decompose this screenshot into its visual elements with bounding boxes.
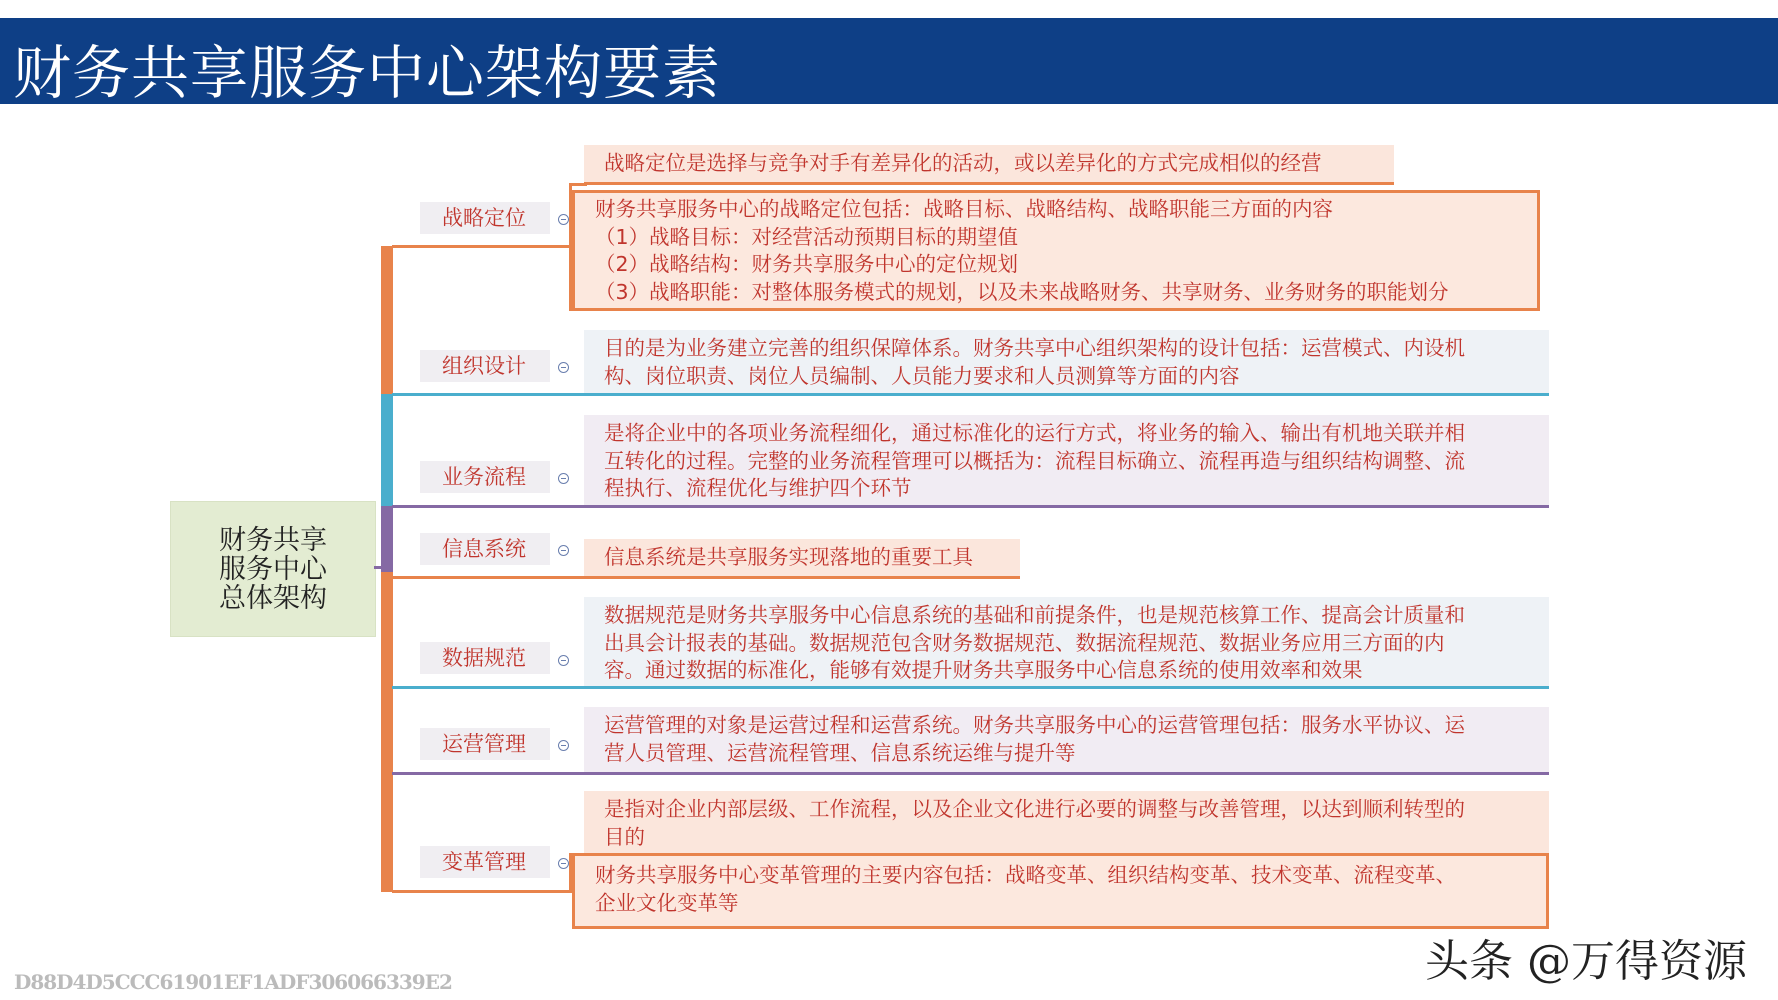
trunk-segment-process <box>381 394 393 506</box>
leaf-strategy-contents: 财务共享服务中心的战略定位包括：战略目标、战略结构、战略职能三方面的内容 （1）战略目标：对经营活动预期目标的期望值 （2）战略结构：财务共享服务中心的定位规划 （3）战略职能：对整体服务模式的规划，以及未来战略财务、共享财务、业务财务的职能划分 <box>572 190 1540 311</box>
collapse-toggle-icon[interactable] <box>558 545 569 556</box>
leaf-org-design: 目的是为业务建立完善的组织保障体系。财务共享中心组织架构的设计包括：运营模式、内设机 构、岗位职责、岗位人员编制、人员能力要求和人员测算等方面的内容 <box>584 330 1549 396</box>
collapse-toggle-icon[interactable] <box>558 362 569 373</box>
leaf-business-process: 是将企业中的各项业务流程细化，通过标准化的运行方式，将业务的输入、输出有机地关联并相 互转化的过程。完整的业务流程管理可以概括为：流程目标确立、流程再造与组织结构调整、流 程执行、流程优化与维护四个环节 <box>584 415 1549 508</box>
leaf-change-contents: 财务共享服务中心变革管理的主要内容包括：战略变革、组织结构变革、技术变革、流程变革、 企业文化变革等 <box>572 853 1549 929</box>
watermark: 头条 @万得资源 <box>1425 936 1747 987</box>
branch-org[interactable] <box>420 350 550 382</box>
collapse-toggle-icon[interactable] <box>558 858 569 869</box>
branch-label: 组织设计 <box>442 354 526 378</box>
branch-strategy[interactable] <box>420 202 550 234</box>
branch-label: 变革管理 <box>442 850 526 874</box>
branch-line-strategy <box>392 245 572 248</box>
leaf-info-system: 信息系统是共享服务实现落地的重要工具 <box>584 539 1020 579</box>
trunk-segment-info <box>381 506 393 572</box>
title-banner <box>0 18 1778 107</box>
leaf-operations: 运营管理的对象是运营过程和运营系统。财务共享服务中心的运营管理包括：服务水平协议、运 营人员管理、运营流程管理、信息系统运维与提升等 <box>584 707 1549 775</box>
leaf-change-definition: 是指对企业内部层级、工作流程，以及企业文化进行必要的调整与改善管理，以达到顺利转型的 目的 <box>584 791 1549 858</box>
collapse-toggle-icon[interactable] <box>558 473 569 484</box>
branch-process[interactable] <box>420 461 550 493</box>
branch-label: 运营管理 <box>442 732 526 756</box>
leaf-data-standards: 数据规范是财务共享服务中心信息系统的基础和前提条件，也是规范核算工作、提高会计质量和 出具会计报表的基础。数据规范包含财务数据规范、数据流程规范、数据业务应用三方面的内 容。通过数据的标准化，能够有效提升财务共享服务中心信息系统的使用效率和效果 <box>584 597 1549 689</box>
collapse-toggle-icon[interactable] <box>558 740 569 751</box>
document-hash: D88D4D5CCC61901EF1ADF306066339E2 <box>14 970 452 994</box>
branch-info[interactable] <box>420 533 550 565</box>
root-label: 财务共享 服务中心 总体架构 <box>219 524 327 614</box>
branch-label: 业务流程 <box>442 465 526 489</box>
branch-line-change <box>392 890 572 893</box>
trunk-segment-strategy <box>381 246 393 394</box>
collapse-toggle-icon[interactable] <box>558 214 569 225</box>
branch-ops[interactable] <box>420 728 550 760</box>
collapse-toggle-icon[interactable] <box>558 655 569 666</box>
branch-label: 战略定位 <box>442 206 526 230</box>
branch-data[interactable] <box>420 642 550 674</box>
page-title: 财务共享服务中心架构要素 <box>13 39 722 107</box>
branch-label: 信息系统 <box>442 537 526 561</box>
leaf-strategy-definition: 战略定位是选择与竞争对手有差异化的活动，或以差异化的方式完成相似的经营 <box>584 145 1394 185</box>
root-node[interactable] <box>170 501 376 637</box>
branch-change[interactable] <box>420 846 550 878</box>
trunk-segment-lower <box>381 572 393 892</box>
branch-label: 数据规范 <box>442 646 526 670</box>
